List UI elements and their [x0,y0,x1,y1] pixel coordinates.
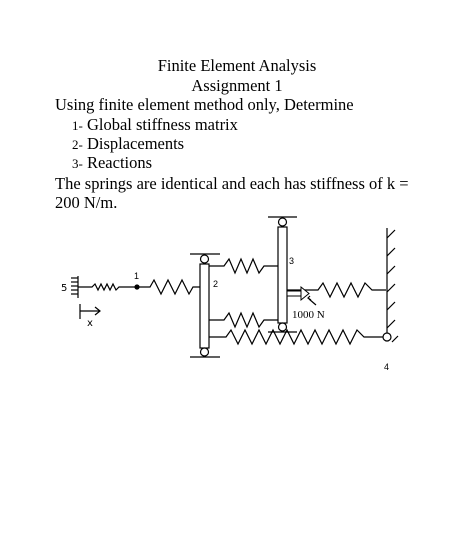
spring-5-1 [78,284,137,290]
node-label-2: 2 [213,279,219,289]
list-item-number: 2- [72,137,83,152]
wall-node-5 [71,276,78,298]
force-label: 1000 N [292,309,325,321]
node-label-4: 4 [384,362,390,372]
spring-2-3-lower [209,313,278,327]
node-label-5: 5 [61,283,68,294]
bar-2-top-roller [201,255,209,263]
list-item-number: 3- [72,156,83,171]
bar-2-bottom-roller [201,348,209,356]
spring-2-3-upper [209,259,278,273]
document-title: Finite Element Analysis [157,56,317,75]
list-item-text: Reactions [86,153,153,172]
note-line-1: The springs are identical and each has stiffness of k = [55,174,409,193]
bar-node-3 [278,227,287,323]
node-label-3: 3 [289,256,295,266]
x-axis-arrow [80,304,100,319]
document-subtitle: Assignment 1 [191,76,283,95]
bar-3-top-roller [279,218,287,226]
spring-1-2 [137,280,200,294]
instruction-text: Using finite element method only, Determine [55,95,354,114]
node-4-roller [383,333,391,341]
axis-label-x: x [87,318,93,329]
spring-2-4 [209,330,386,344]
node-label-1: 1 [134,271,140,281]
list-item-text: Global stiffness matrix [86,115,238,134]
note-line-2: 200 N/m. [55,193,118,212]
list-item-number: 1- [72,118,83,133]
right-wall [387,228,395,333]
list-item-text: Displacements [86,134,185,153]
bar-node-2 [200,264,209,348]
bar-3-bottom-roller [279,323,287,331]
